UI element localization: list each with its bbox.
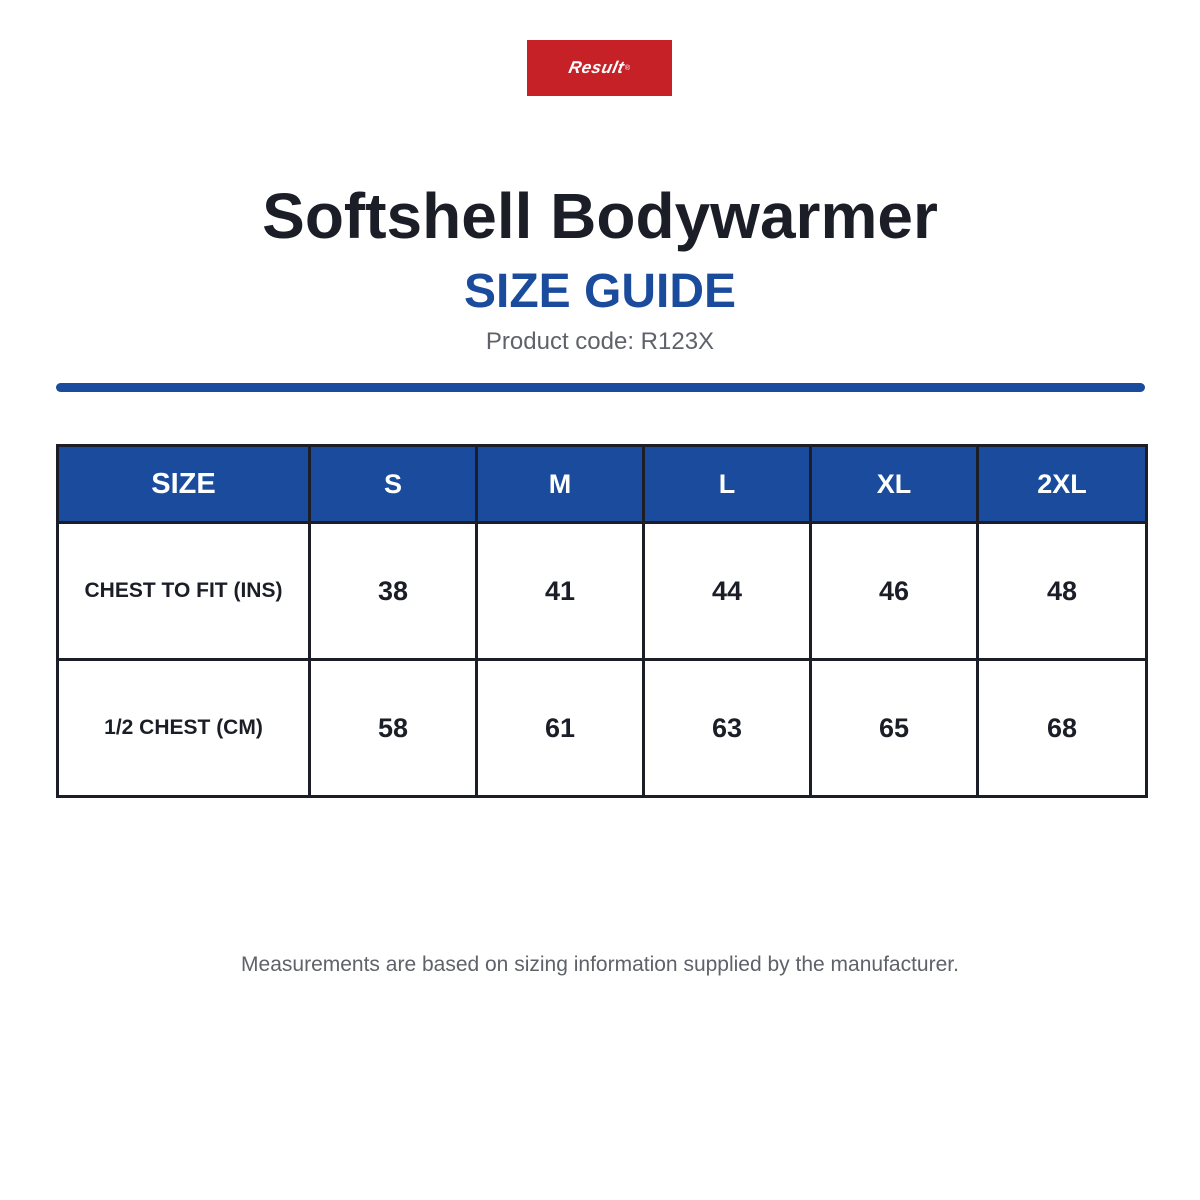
column-header-xl: XL [811, 446, 978, 523]
column-header-2xl: 2XL [978, 446, 1147, 523]
row-label-half-chest: 1/2 CHEST (CM) [58, 660, 310, 797]
table-cell: 44 [644, 523, 811, 660]
product-code: Product code: R123X [485, 328, 715, 355]
size-table [56, 444, 1148, 798]
column-header-s: S [310, 446, 477, 523]
table-cell: 46 [811, 523, 978, 660]
table-row-half-chest [58, 660, 1147, 797]
row-label-chest-to-fit: CHEST TO FIT (INS) [58, 523, 310, 660]
size-guide-heading: SIZE GUIDE [463, 265, 737, 318]
result-logo [527, 40, 672, 96]
header-divider [56, 383, 1145, 392]
logo-text: Result [567, 58, 627, 77]
table-cell: 48 [978, 523, 1147, 660]
logo-registered-mark: ® [624, 64, 631, 72]
column-header-m: M [477, 446, 644, 523]
table-cell: 65 [811, 660, 978, 797]
column-header-l: L [644, 446, 811, 523]
table-row-chest-to-fit [58, 523, 1147, 660]
product-title: Softshell Bodywarmer [262, 180, 938, 252]
table-cell: 38 [310, 523, 477, 660]
table-cell: 63 [644, 660, 811, 797]
column-header-size: SIZE [58, 446, 310, 523]
table-cell: 68 [978, 660, 1147, 797]
table-header-row [58, 446, 1147, 523]
measurement-footnote: Measurements are based on sizing information supplied by the manufacturer. [241, 953, 959, 976]
table-cell: 41 [477, 523, 644, 660]
table-cell: 58 [310, 660, 477, 797]
table-cell: 61 [477, 660, 644, 797]
